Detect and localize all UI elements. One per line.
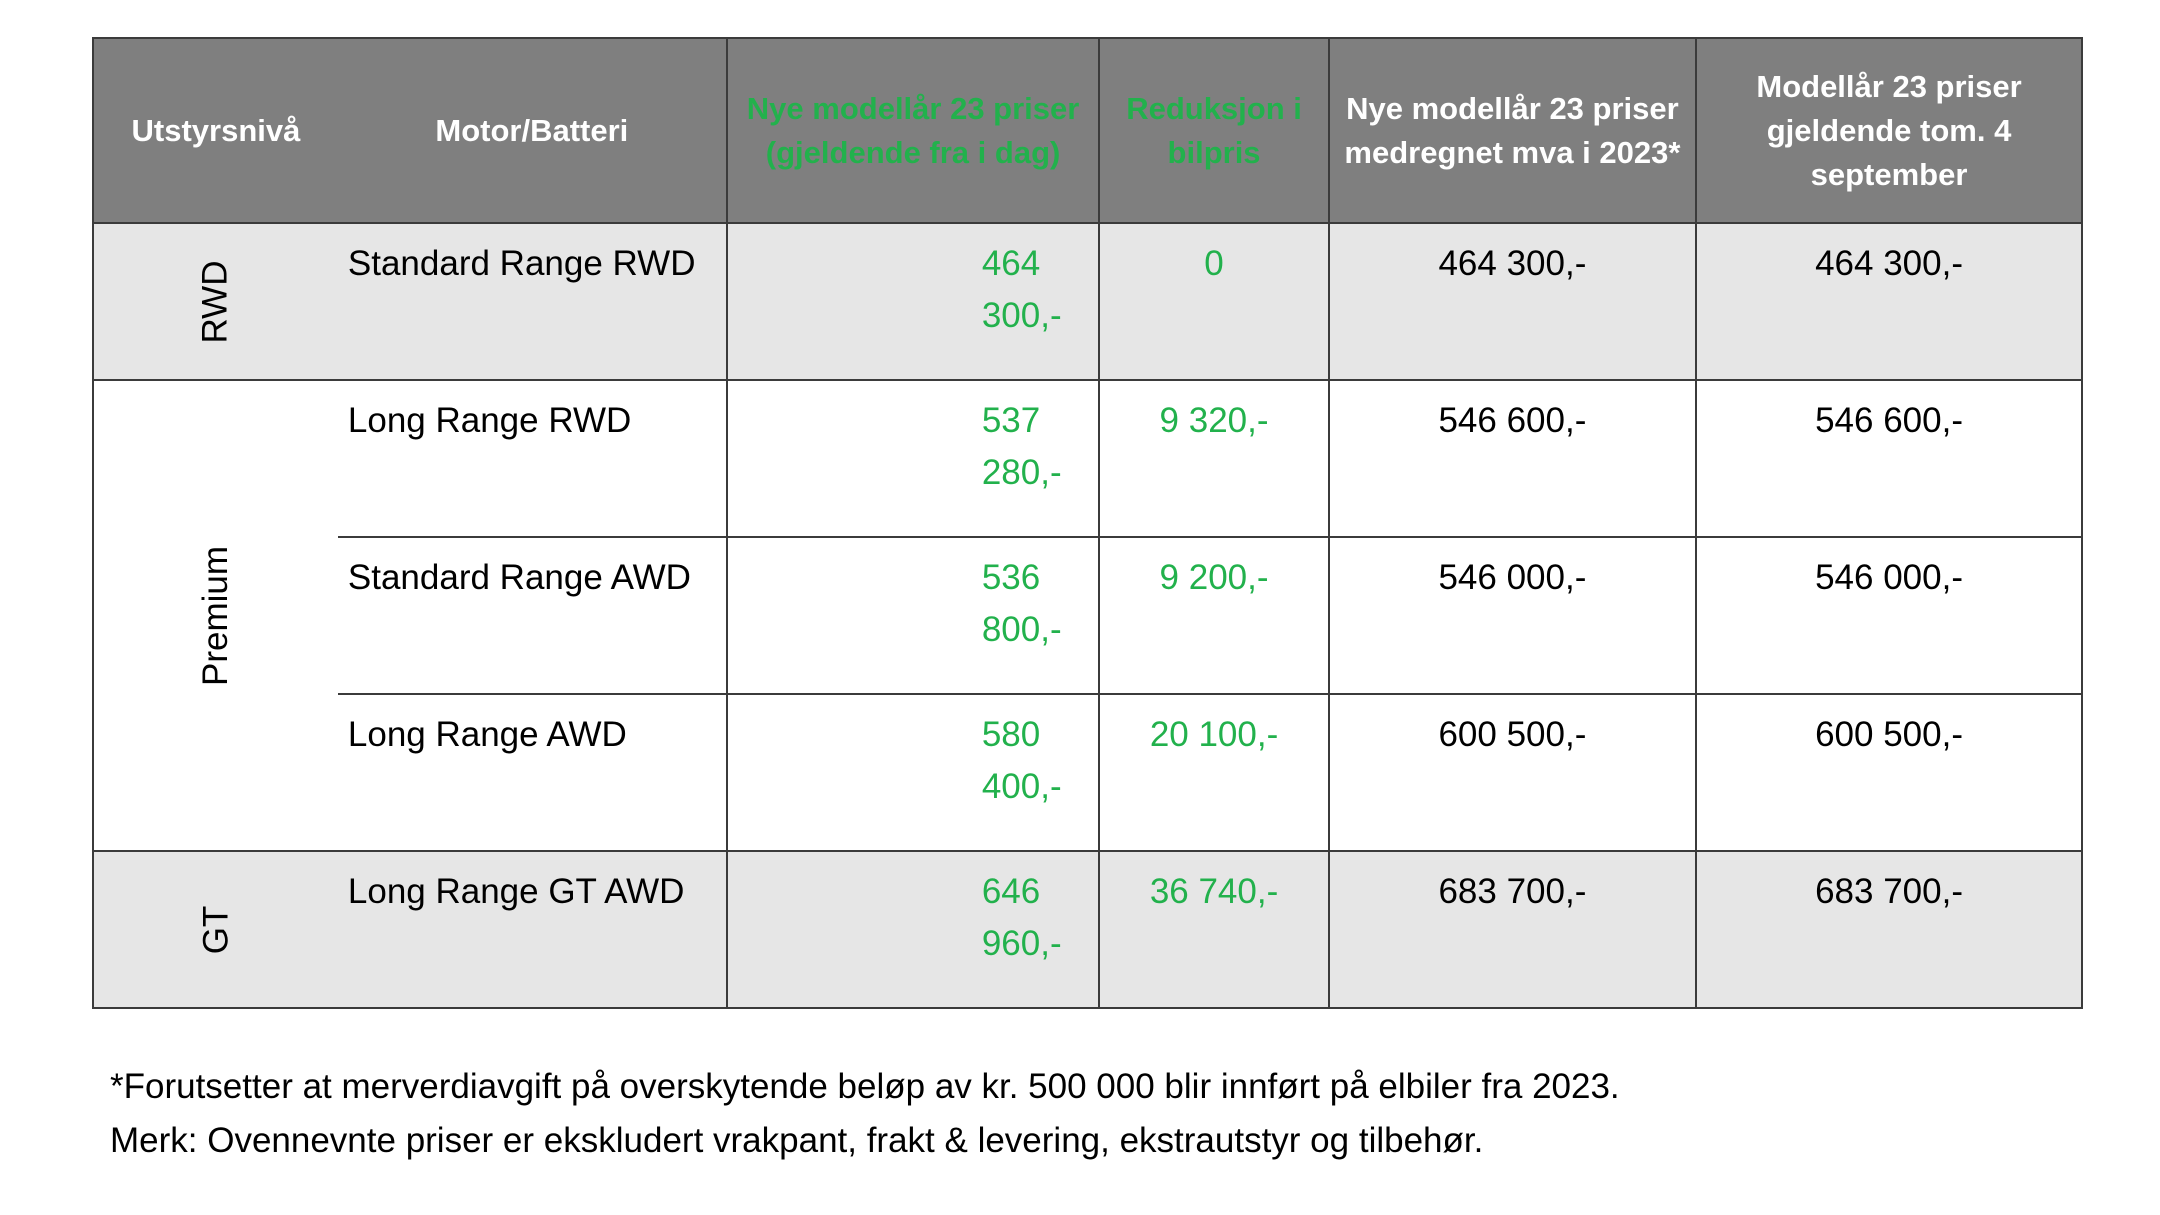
price-mva-cell: 600 500,- [1329, 694, 1696, 851]
new-price-cell: 464 300,- [727, 223, 1099, 380]
header-old-price: Modellår 23 priser gjeldende tom. 4 september [1696, 38, 2082, 223]
table-row [93, 851, 2082, 1008]
old-price-cell: 464 300,- [1696, 223, 2082, 380]
old-price-cell: 600 500,- [1696, 694, 2082, 851]
table-row [93, 380, 2082, 537]
level-label: GT [195, 905, 235, 954]
motor-cell: Long Range GT AWD [338, 851, 727, 1008]
new-price-cell: 537 280,- [727, 380, 1099, 537]
price-mva-cell: 546 600,- [1329, 380, 1696, 537]
footnotes [110, 1060, 1620, 1168]
header-new-price: Nye modellår 23 priser (gjeldende fra i dag) [727, 38, 1099, 223]
reduction-cell: 0 [1099, 223, 1328, 380]
header-level: Utstyrsnivå [93, 38, 338, 223]
price-mva-cell: 546 000,- [1329, 537, 1696, 694]
table-row [93, 223, 2082, 380]
level-label: RWD [195, 260, 235, 343]
reduction-cell: 36 740,- [1099, 851, 1328, 1008]
motor-cell: Standard Range AWD [338, 537, 727, 694]
price-table [92, 37, 2083, 1009]
header-row [93, 38, 2082, 223]
header-reduction: Reduksjon i bilpris [1099, 38, 1328, 223]
level-label: Premium [195, 545, 235, 686]
new-price-cell: 646 960,- [727, 851, 1099, 1008]
motor-cell: Long Range AWD [338, 694, 727, 851]
motor-cell: Long Range RWD [338, 380, 727, 537]
old-price-cell: 683 700,- [1696, 851, 2082, 1008]
old-price-cell: 546 600,- [1696, 380, 2082, 537]
footnote-vat: *Forutsetter at merverdiavgift på overskytende beløp av kr. 500 000 blir innført på elbiler fra 2023. [110, 1067, 1620, 1106]
old-price-cell: 546 000,- [1696, 537, 2082, 694]
table-header [93, 38, 2082, 223]
reduction-cell: 20 100,- [1099, 694, 1328, 851]
table-row [93, 694, 2082, 851]
footnote-exclusions: Merk: Ovennevnte priser er ekskludert vrakpant, frakt & levering, ekstrautstyr og tilbehør. [110, 1121, 1484, 1160]
header-price-mva: Nye modellår 23 priser medregnet mva i 2023* [1329, 38, 1696, 223]
new-price-cell: 536 800,- [727, 537, 1099, 694]
table-row [93, 537, 2082, 694]
reduction-cell: 9 200,- [1099, 537, 1328, 694]
reduction-cell: 9 320,- [1099, 380, 1328, 537]
price-mva-cell: 683 700,- [1329, 851, 1696, 1008]
level-cell-gt [93, 851, 338, 1008]
level-cell-rwd [93, 223, 338, 380]
table-body [93, 223, 2082, 1008]
new-price-cell: 580 400,- [727, 694, 1099, 851]
level-cell-premium [93, 380, 338, 851]
header-motor: Motor/Batteri [338, 38, 727, 223]
price-mva-cell: 464 300,- [1329, 223, 1696, 380]
motor-cell: Standard Range RWD [338, 223, 727, 380]
